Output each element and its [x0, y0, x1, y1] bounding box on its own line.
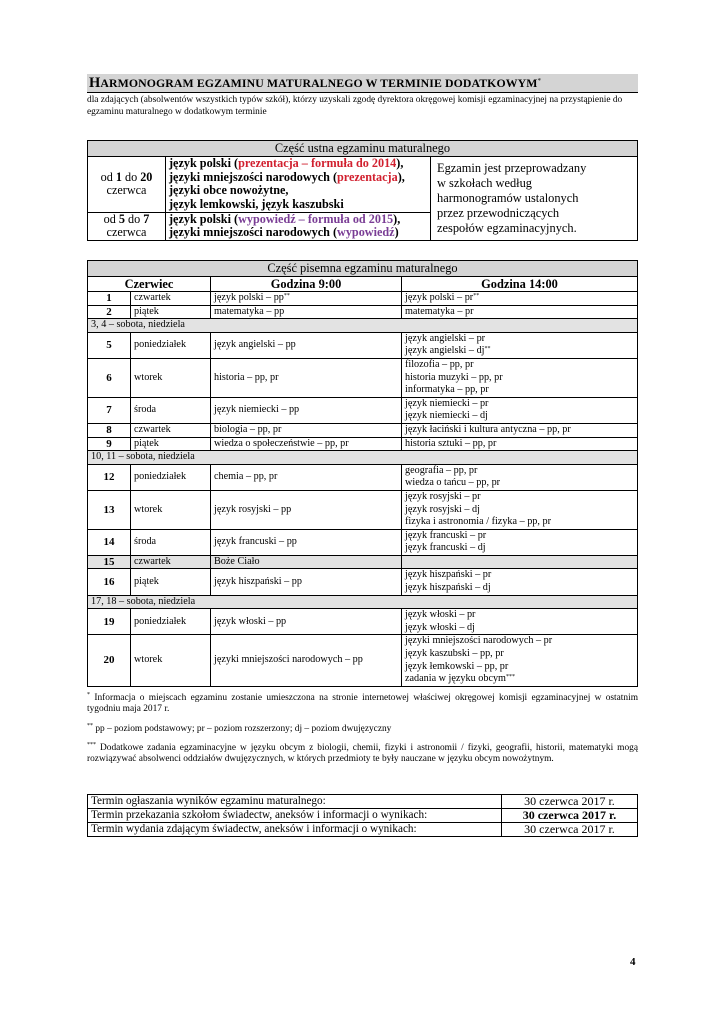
morning-exam: język hiszpański – pp: [211, 569, 402, 595]
weekday: wtorek: [131, 635, 211, 686]
afternoon-exam: język niemiecki – pr język niemiecki – dj: [402, 397, 638, 423]
day-number: 1: [88, 292, 131, 306]
morning-exam: chemia – pp, pr: [211, 464, 402, 490]
results-date: 30 czerwca 2017 r.: [502, 822, 638, 836]
day-number: 8: [88, 423, 131, 437]
day-number: 19: [88, 609, 131, 635]
results-label: Termin ogłaszania wyników egzaminu maturalnego:: [88, 794, 502, 808]
written-exam-table: [87, 260, 638, 687]
day-number: 15: [88, 555, 131, 569]
oral-date-2: od 5 do 7 czerwca: [88, 212, 166, 240]
table-row: [88, 609, 638, 635]
afternoon-exam: matematyka – pr: [402, 305, 638, 319]
oral-header: Część ustna egzaminu maturalnego: [88, 141, 638, 157]
day-number: 2: [88, 305, 131, 319]
table-row: [88, 595, 638, 609]
weekday: poniedziałek: [131, 609, 211, 635]
title-footnote-mark: *: [537, 77, 542, 85]
weekday: wtorek: [131, 358, 211, 397]
written-header: Część pisemna egzaminu maturalnego: [88, 261, 638, 277]
afternoon-exam: języki mniejszości narodowych – pr język kaszubski – pp, pr język łemkowski – pp, pr zadania w języku obcym***: [402, 635, 638, 686]
table-row: [88, 397, 638, 423]
morning-exam: język niemiecki – pp: [211, 397, 402, 423]
results-row: [88, 794, 638, 808]
day-number: 20: [88, 635, 131, 686]
weekday: piątek: [131, 305, 211, 319]
weekday: poniedziałek: [131, 464, 211, 490]
results-label: Termin przekazania szkołom świadectw, aneksów i informacji o wynikach:: [88, 808, 502, 822]
day-number: 5: [88, 332, 131, 358]
day-number: 7: [88, 397, 131, 423]
oral-side-note: Egzamin jest przeprowadzany w szkołach według harmonogramów ustalonych przez przewodniczących zespołów egzaminacyjnych.: [431, 157, 638, 241]
table-row: [88, 332, 638, 358]
results-table: [87, 794, 638, 837]
month-header: Czerwiec: [88, 277, 211, 292]
day-number: 14: [88, 529, 131, 555]
table-row: [88, 490, 638, 529]
results-date: 30 czerwca 2017 r.: [502, 808, 638, 822]
table-row: [88, 305, 638, 319]
table-row: [88, 635, 638, 686]
morning-exam: język angielski – pp: [211, 332, 402, 358]
afternoon-exam: język rosyjski – pr język rosyjski – dj fizyka i astronomia / fizyka – pp, pr: [402, 490, 638, 529]
afternoon-exam: język łaciński i kultura antyczna – pp, pr: [402, 423, 638, 437]
afternoon-exam: geografia – pp, pr wiedza o tańcu – pp, pr: [402, 464, 638, 490]
table-row: [88, 529, 638, 555]
day-number: 9: [88, 437, 131, 451]
footnote: ** pp – poziom podstawowy; pr – poziom rozszerzony; dj – poziom dwujęzyczny: [87, 722, 392, 734]
table-row: [88, 437, 638, 451]
afternoon-exam: język angielski – pr język angielski – dj**: [402, 332, 638, 358]
morning-exam: język francuski – pp: [211, 529, 402, 555]
morning-exam: język polski – pp**: [211, 292, 402, 306]
weekday: czwartek: [131, 555, 211, 569]
page-title: [87, 74, 638, 93]
morning-exam: Boże Ciało: [211, 555, 402, 569]
weekday: czwartek: [131, 292, 211, 306]
afternoon-exam: historia sztuki – pp, pr: [402, 437, 638, 451]
morning-header: Godzina 9:00: [211, 277, 402, 292]
results-label: Termin wydania zdającym świadectw, aneksów i informacji o wynikach:: [88, 822, 502, 836]
title-initial: H: [89, 75, 101, 91]
document-page: [87, 74, 638, 837]
weekday: środa: [131, 529, 211, 555]
results-row: [88, 808, 638, 822]
weekend-row: 3, 4 – sobota, niedziela: [88, 319, 638, 333]
morning-exam: historia – pp, pr: [211, 358, 402, 397]
afternoon-exam: język włoski – pr język włoski – dj: [402, 609, 638, 635]
table-row: [88, 569, 638, 595]
morning-exam: biologia – pp, pr: [211, 423, 402, 437]
weekday: piątek: [131, 437, 211, 451]
day-number: 13: [88, 490, 131, 529]
afternoon-exam: filozofia – pp, pr historia muzyki – pp, pr informatyka – pp, pr: [402, 358, 638, 397]
weekday: piątek: [131, 569, 211, 595]
weekend-row: 10, 11 – sobota, niedziela: [88, 451, 638, 465]
weekday: wtorek: [131, 490, 211, 529]
afternoon-exam: [402, 555, 638, 569]
afternoon-exam: język polski – pr**: [402, 292, 638, 306]
weekday: poniedziałek: [131, 332, 211, 358]
day-number: 6: [88, 358, 131, 397]
day-number: 16: [88, 569, 131, 595]
table-row: [88, 423, 638, 437]
table-row: [88, 555, 638, 569]
footnotes: [87, 690, 638, 766]
table-row: [88, 358, 638, 397]
afternoon-exam: język hiszpański – pr język hiszpański – dj: [402, 569, 638, 595]
results-date: 30 czerwca 2017 r.: [502, 794, 638, 808]
afternoon-header: Godzina 14:00: [402, 277, 638, 292]
table-row: [88, 464, 638, 490]
oral-subjects-2: język polski (wypowiedź – formuła od 2015), języki mniejszości narodowych (wypowiedź): [166, 212, 431, 240]
table-row: [88, 451, 638, 465]
footnote: * Informacja o miejscach egzaminu zostanie umieszczona na stronie internetowej właściwej okręgowej komisji egzaminacyjnej w ostatnim tygodniu maja 2017 r.: [87, 691, 639, 715]
footnote: *** Dodatkowe zadania egzaminacyjne w języku obcym z biologii, chemii, fizyki i astronomii / fizyki, geografii, historii, matematyki mogą rozwiązywać absolwenci oddziałów dwujęzycznych, w których przedmioty te były nauczane w języku obcym nowożytnym.: [87, 741, 638, 765]
afternoon-exam: język francuski – pr język francuski – dj: [402, 529, 638, 555]
weekday: środa: [131, 397, 211, 423]
intro-text: dla zdających (absolwentów wszystkich typów szkół), którzy uzyskali zgodę dyrektora okręgowej komisji egzaminacyjnej na przystąpienie do egzaminu maturalnego w dodatkowym terminie: [87, 95, 623, 117]
page-number: 4: [630, 956, 636, 968]
results-row: [88, 822, 638, 836]
title-text: ARMONOGRAM EGZAMINU MATURALNEGO W TERMINIE DODATKOWYM: [100, 76, 538, 90]
morning-exam: języki mniejszości narodowych – pp: [211, 635, 402, 686]
weekday: czwartek: [131, 423, 211, 437]
weekend-row: 17, 18 – sobota, niedziela: [88, 595, 638, 609]
table-row: [88, 292, 638, 306]
morning-exam: matematyka – pp: [211, 305, 402, 319]
oral-date-1: od 1 do 20 czerwca: [88, 157, 166, 213]
morning-exam: wiedza o społeczeństwie – pp, pr: [211, 437, 402, 451]
oral-exam-table: [87, 140, 638, 241]
morning-exam: język włoski – pp: [211, 609, 402, 635]
morning-exam: język rosyjski – pp: [211, 490, 402, 529]
oral-subjects-1: język polski (prezentacja – formuła do 2014), języki mniejszości narodowych (prezentacja), języki obce nowożytne, język lemkowski, język kaszubski: [166, 157, 431, 213]
day-number: 12: [88, 464, 131, 490]
table-row: [88, 319, 638, 333]
